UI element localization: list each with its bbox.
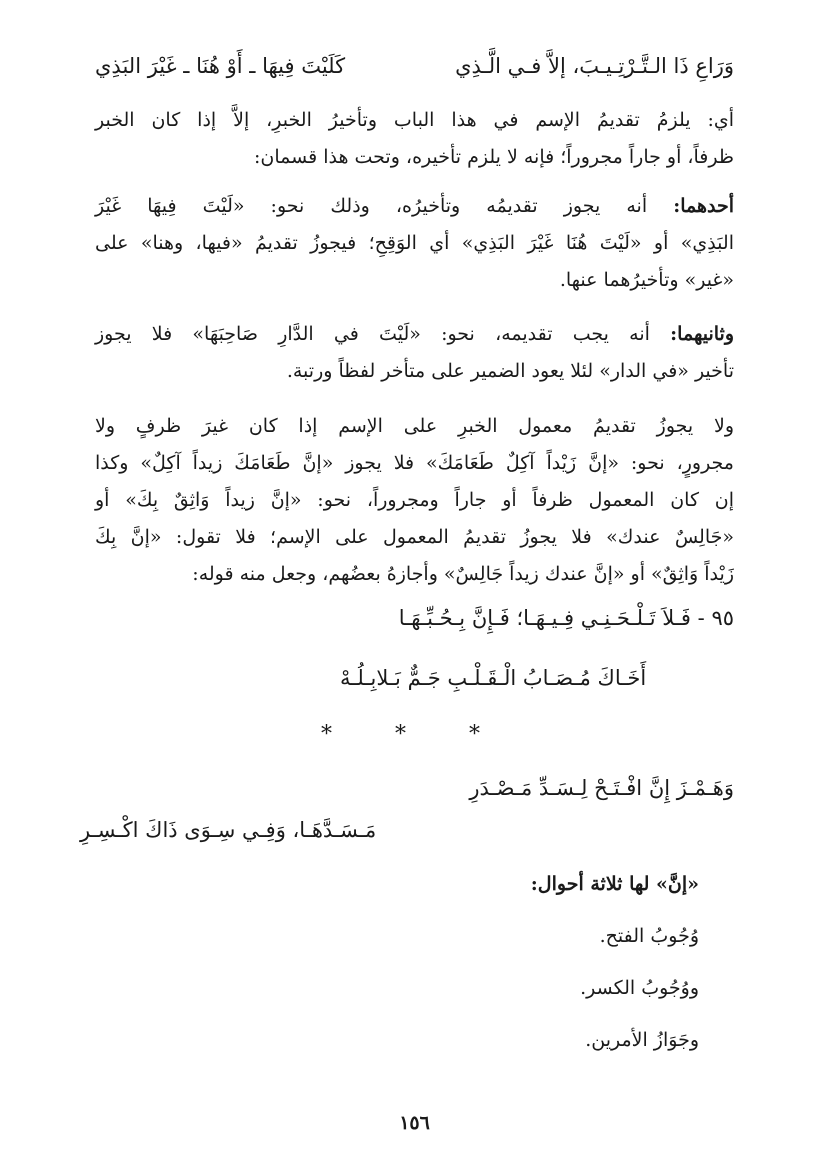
paragraph-3-line-1-text: أنه يجب تقديمه، نحو: «لَيْتَ في الدَّارِ صَاحِبَهَا» فلا يجوز [95, 323, 650, 345]
paragraph-2-line-1-text: أنه يجوز تقديمُه وتأخيرُه، وذلك نحو: «لَيْتَ فِيهَا غَيْرَ [95, 195, 648, 217]
case-item-3: وجَوَازُ الأمرين. [585, 1029, 699, 1051]
paragraph-3-line-2: تأخير «في الدار» لئلا يعود الضمير على متأخر لفظاً ورتبة. [286, 360, 734, 382]
cases-list [531, 858, 699, 1066]
paragraph-4-line-4: «جَالِسٌ عندك» فلا يجوزُ تقديمُ المعمول على الإسم؛ فلا تقول: «إنَّ بِكَ [95, 526, 734, 548]
paragraph-4-line-5: زَيْداً وَاثِقٌ» أو «إنَّ عندك زيداً جَالِسٌ» وأجازهُ بعضُهم، وجعل منه قوله: [192, 563, 734, 585]
verse-2-hemistich-1: وَهَـمْـزَ إِنَّ افْـتَـحْ لِـسَـدِّ مَـصْـدَرِ [469, 776, 734, 800]
case-item-2: ووُجُوبُ الكسر. [580, 977, 699, 999]
paragraph-4-line-2: مجرورٍ، نحو: «إنَّ زَيْداً آكِلٌ طَعَامَكَ» فلا يجوز «إنَّ طَعَامَكَ زيداً آكِلٌ» وكذا [95, 452, 734, 474]
case-item-1: وُجُوبُ الفتح. [599, 925, 699, 947]
paragraph-4-line-3: إن كان المعمول ظرفاً أو جاراً ومجروراً، نحو: «إنَّ زيداً وَاثِقٌ بِكَ» أو [95, 489, 734, 511]
paragraph-4-line-1: ولا يجوزُ تقديمُ معمول الخبرِ على الإسم إذا كان غيرَ ظرفٍ ولا [95, 415, 734, 437]
verse-top-left-hemistich: كَلَيْتَ فِيهَا ـ أَوْ هُنَا ـ غَيْرَ البَذِي [95, 54, 346, 78]
paragraph-2-line-1 [95, 188, 734, 225]
paragraph-3-line-1 [95, 316, 734, 353]
paragraph-4 [95, 408, 734, 593]
paragraph-2-lead: أحدهما: [673, 195, 734, 217]
cases-intro [531, 858, 699, 910]
verse-2-hemistich-2: مَـسَـدَّهَـا، وَفِـي سِـوَى ذَاكَ اكْـسِـرِ [80, 818, 377, 842]
verse-top [95, 46, 734, 86]
paragraph-3-lead: وثانيهما: [670, 323, 734, 345]
paragraph-2-line-3: «غير» وتأخيرُهما عنها. [559, 269, 734, 291]
paragraph-1-line-2: ظرفاً، أو جاراً مجروراً؛ فإنه لا يلزم تأخيره، وتحت هذا قسمان: [254, 146, 734, 168]
poem-number: ٩٥ - [697, 606, 734, 630]
cases-intro-text: «إنَّ» لها ثلاثة أحوال: [530, 873, 699, 895]
page-number: ١٥٦ [399, 1112, 430, 1134]
paragraph-2-line-2: البَذِي» أو «لَيْتَ هُنَا غَيْرَ البَذِي» أي الوَقِحِ؛ فيجوزُ تقديمُ «فيها، وهنا» على [95, 232, 734, 254]
section-separator: * * * [321, 722, 508, 747]
verse-2-first-hemistich [95, 768, 734, 808]
poem-95-second-hemistich [340, 658, 646, 698]
verse-top-right-hemistich: وَرَاعِ ذَا الـتَّـرْتِـيـبَ، إلاَّ فـي الَّـذِي [455, 54, 734, 78]
paragraph-1 [95, 102, 734, 176]
paragraph-3 [95, 316, 734, 390]
paragraph-2 [95, 188, 734, 299]
poem-95-hemistich-1: فَـلاَ تَـلْـحَـنِـي فِـيـهَـا؛ فَـإِنَّ بِـحُـبِّـهَـا [398, 606, 691, 630]
verse-2-second-hemistich [80, 810, 376, 850]
poem-95-hemistich-2: أَخَـاكَ مُـصَـابُ الْـقَـلْـبِ جَـمٌّ بَـلابِـلُـهْ [340, 666, 647, 690]
paragraph-1-line-1: أي: يلزمُ تقديمُ الإسم في هذا الباب وتأخيرُ الخبرِ، إلاَّ إذا كان الخبر [95, 109, 734, 131]
poem-95-first-hemistich [95, 598, 734, 638]
